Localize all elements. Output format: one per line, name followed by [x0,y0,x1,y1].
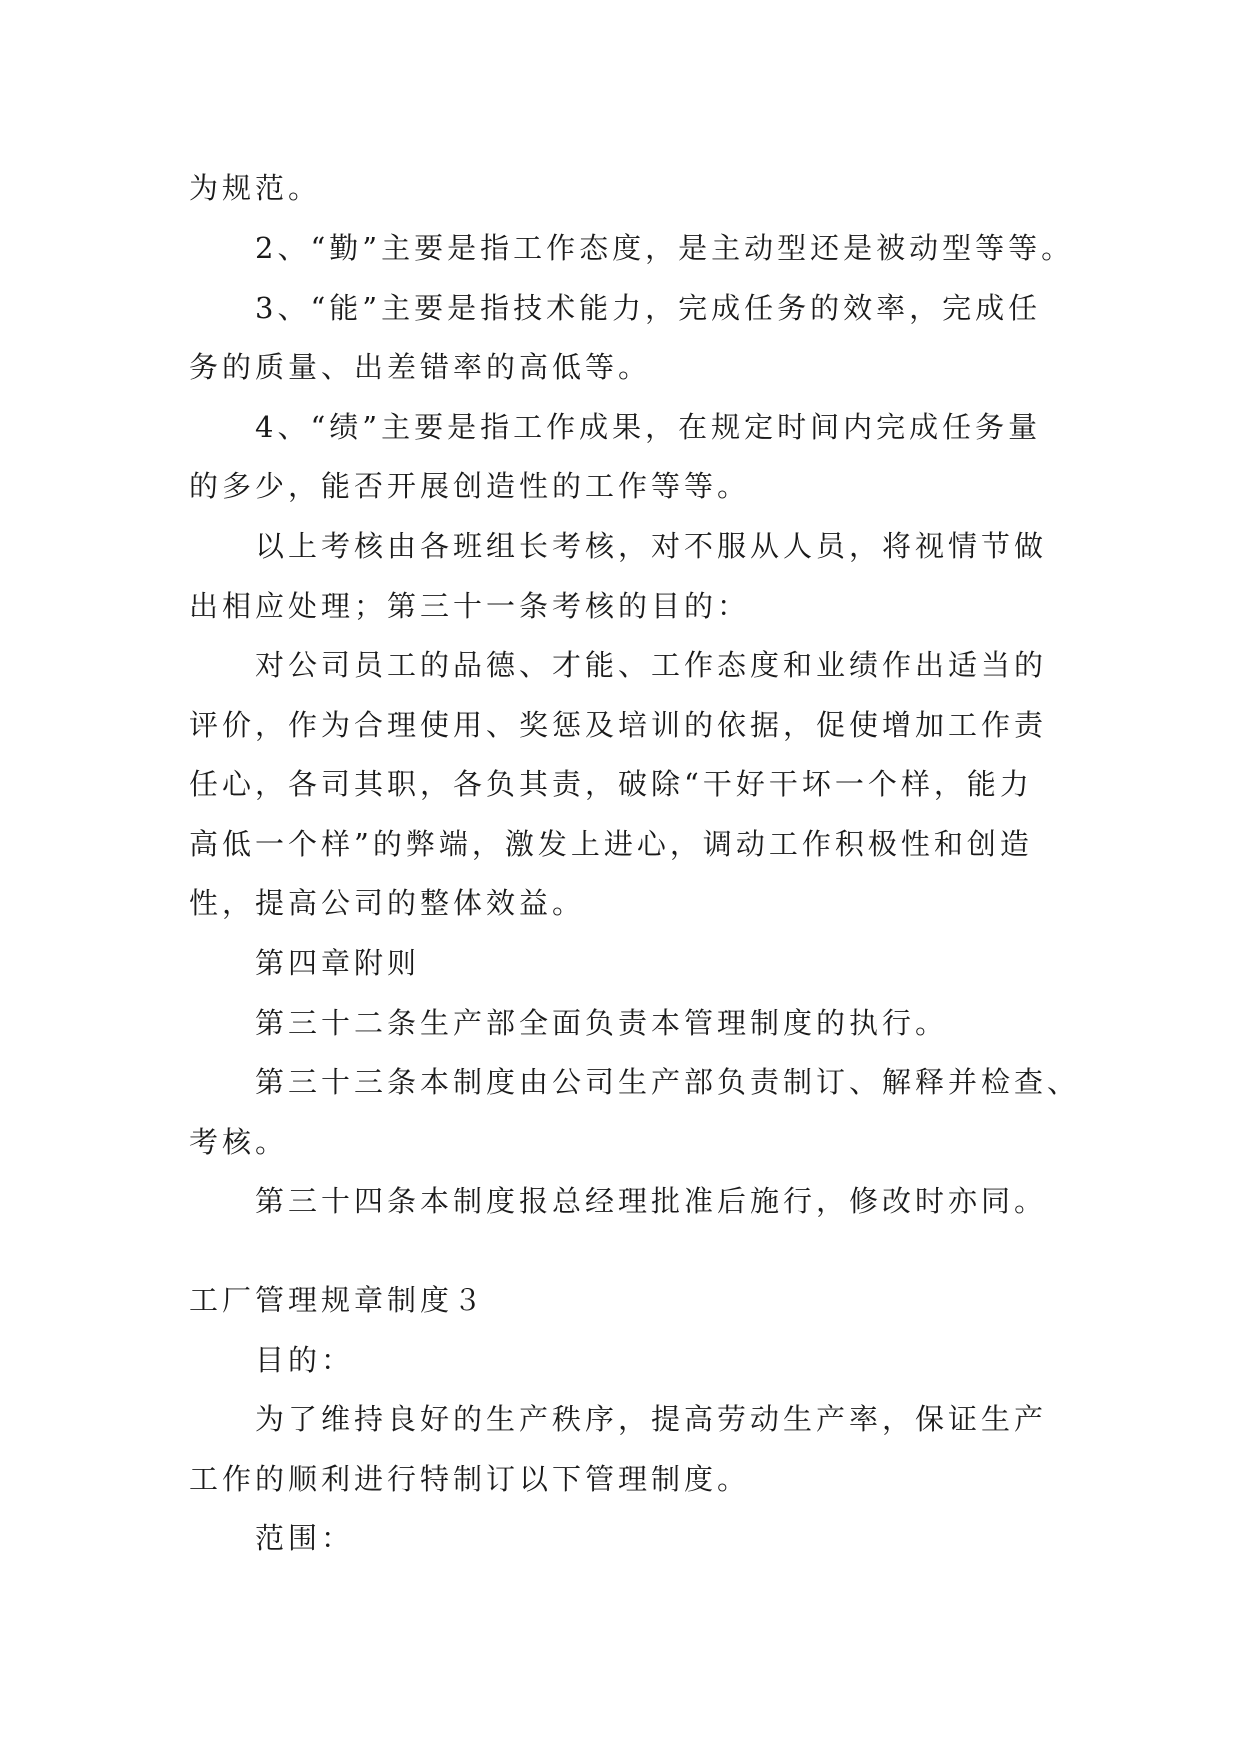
text-line: 高低一个样”的弊端，激发上进心，调动工作积极性和创造 [189,827,1033,861]
chapter-heading: 第四章附则 [255,946,421,980]
text-line: 出相应处理；第三十一条考核的目的： [189,589,751,623]
section-title: 工厂管理规章制度３ [189,1283,487,1317]
text-line: 第三十四条本制度报总经理批准后施行，修改时亦同。 [255,1184,1048,1218]
text-line: 对公司员工的品德、才能、工作态度和业绩作出适当的 [255,648,1048,682]
text-line: 4、“绩”主要是指工作成果，在规定时间内完成任务量 [255,410,1042,444]
text-line: 2、“勤”主要是指工作态度，是主动型还是被动型等等。 [255,231,1075,265]
text-line: 为规范。 [189,171,322,205]
text-line: 3、“能”主要是指技术能力，完成任务的效率，完成任 [255,291,1042,325]
text-line: 以上考核由各班组长考核，对不服从人员，将视情节做 [255,529,1048,563]
text-line: 第三十三条本制度由公司生产部负责制订、解释并检查、 [255,1065,1081,1099]
text-line: 工作的顺利进行特制订以下管理制度。 [189,1462,751,1496]
text-line: 性，提高公司的整体效益。 [189,886,586,920]
text-line: 目的： [255,1343,355,1377]
text-line: 任心，各司其职，各负其责，破除“干好干坏一个样，能力 [189,767,1033,801]
text-line: 考核。 [189,1125,289,1159]
text-line: 的多少，能否开展创造性的工作等等。 [189,469,751,503]
text-line: 务的质量、出差错率的高低等。 [189,350,652,384]
text-line: 评价，作为合理使用、奖惩及培训的依据，促使增加工作责 [189,708,1048,742]
text-line: 第三十二条生产部全面负责本管理制度的执行。 [255,1006,949,1040]
text-line: 范围： [255,1521,355,1555]
text-line: 为了维持良好的生产秩序，提高劳动生产率，保证生产 [255,1402,1048,1436]
